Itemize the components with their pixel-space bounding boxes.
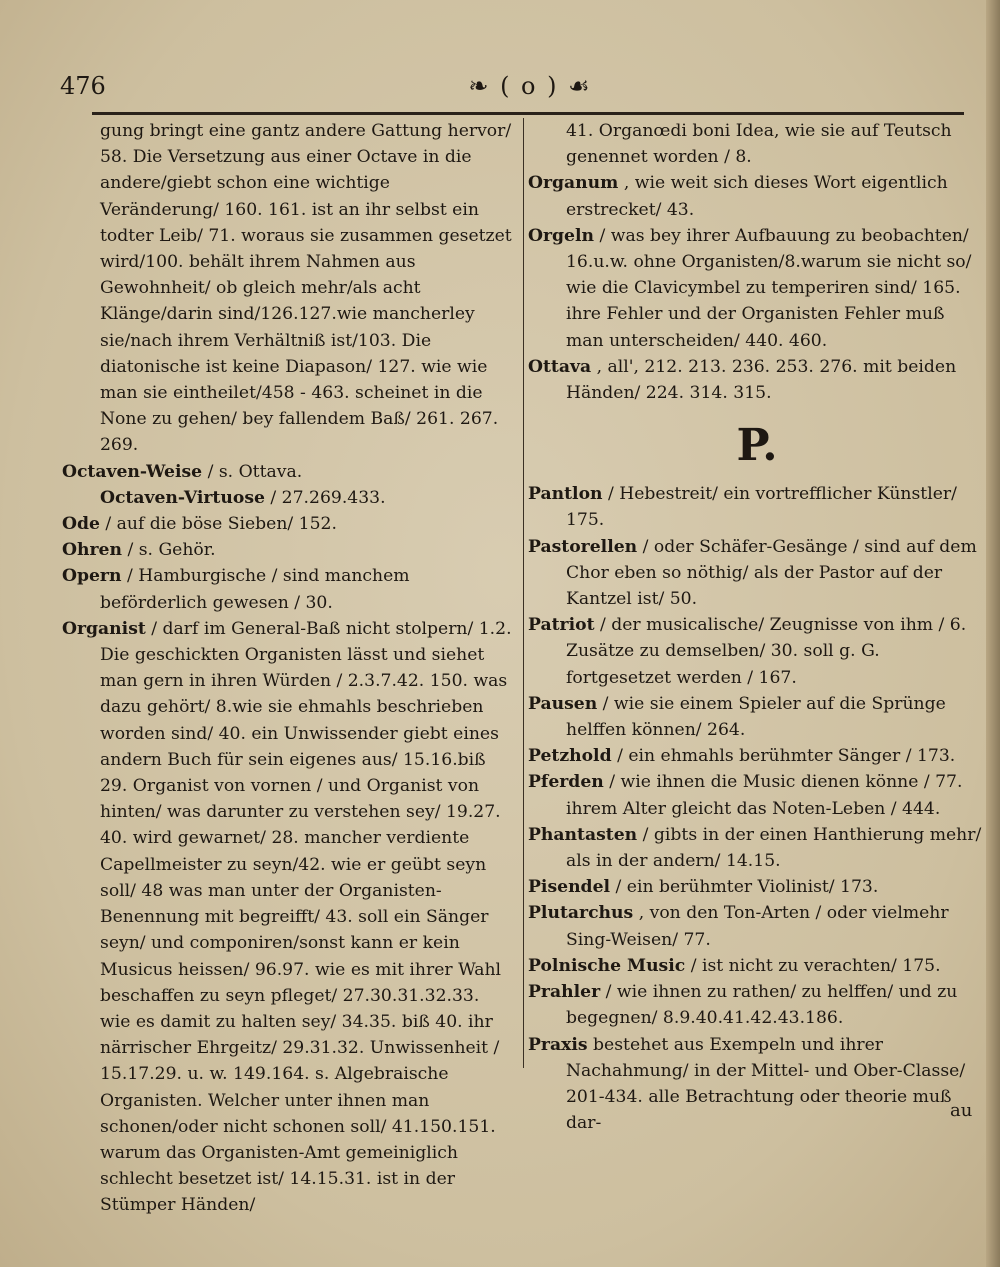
index-entry [528,953,986,979]
right-column [528,118,986,1136]
column-divider [523,118,524,1068]
index-text: / wie ihnen zu rathen/ zu helffen/ und zu begegnen/ 8.9.40.41.42.43.186. [566,982,958,1029]
index-entry [62,485,514,511]
index-headword: Petzhold [528,746,612,767]
index-entry [528,534,986,613]
index-text: 41. Organœdi boni Idea, wie sie auf Teutsch genennet worden / 8. [566,121,952,168]
index-text: / s. Ottava. [207,461,303,482]
index-headword: Patriot [528,615,595,636]
catchword: au [950,1100,973,1121]
index-text: / gibts in der einen Hanthierung mehr/ als in der andern/ 14.15. [566,824,982,872]
index-headword: Prahler [528,982,601,1003]
index-text: / auf die böse Sieben/ 152. [105,514,337,535]
page-number: 476 [60,72,106,100]
index-entry [528,769,986,821]
index-entry [528,822,986,874]
index-text: / wie ihnen die Music dienen könne / 77. ihrem Alter gleicht das Noten-Leben / 444. [566,772,963,819]
index-text: / darf im General-Baß nicht stolpern/ 1.2. Die geschickten Organisten lässt und siehet man gern in ihren Würden / 2.3.7.42. 150. was dazu gehört/ 8.wie sie ehmahls beschrieben worden sind/ 40. ein Unwissender giebt eines andern Buch für sein eigenes aus/ 15.16.biß 29. Organist von vornen / und Organist von hinten/ was darunter zu verstehen sey/ 19.27. 40. wird gewarnet/ 28. mancher verdiente Capellmeister zu seyn/42. wie er geübt seyn soll/ 48 was man unter der Organisten-Benennung mit begreifft/ 43. soll ein Sänger seyn/ und componiren/sonst kann er kein Musicus heissen/ 96.97. wie es mit ihrer Wahl beschaffen zu seyn pfleget/ 27.30.31.32.33. wie es damit zu halten sey/ 34.35. biß 40. ihr närrischer Ehrgeitz/ 29.31.32. Unwissenheit / 15.17.29. u. w. 149.164. s. Algebraische Organisten. Welcher unter ihnen man schonen/oder nicht schonen soll/ 41.150.151. warum das Organisten-Amt gemeiniglich schlecht besetzet ist/ 14.15.31. ist in der Stümper Händen/ [100,618,512,1216]
index-entry [528,874,986,900]
index-entry [528,1032,986,1137]
index-text: , von den Ton-Arten / oder vielmehr Sing-Weisen/ 77. [566,903,949,950]
index-headword: Orgeln [528,225,595,246]
index-entry [62,511,514,537]
index-headword: Praxis [528,1034,588,1055]
index-headword: Polnische Music [528,955,686,976]
index-headword: Ode [62,514,100,535]
index-headword: Pausen [528,693,598,714]
index-text: , all', 212. 213. 236. 253. 276. mit beiden Händen/ 224. 314. 315. [566,356,957,404]
index-entry [528,612,986,691]
index-headword: Pantlon [528,484,603,505]
index-text: / der musicalische/ Zeugnisse von ihm / 6. Zusätze zu demselben/ 30. soll g. G. fortgesetzet werden / 167. [566,615,967,688]
index-text: gung bringt eine gantz andere Gattung hervor/ 58. Die Versetzung aus einer Octave in die andere/giebt schon eine wichtige Veränderung/ 160. 161. ist an ihr selbst ein todter Leib/ 71. woraus sie zusammen gesetzet wird/100. behält ihrem Nahmen aus Gewohnheit/ ob gleich mehr/als acht Klänge/darin sind/126.127.wie mancherley sie/nach ihrem Verhältniß ist/103. Die diatonische ist keine Diapason/ 127. wie wie man sie eintheilet/458 - 463. scheinet in die None zu gehen/ bey fallendem Baß/ 261. 267. 269. [100,121,512,456]
header-rule [92,112,964,115]
section-letter: P. [736,420,778,472]
index-entry [62,563,514,615]
index-headword: Organist [62,618,146,639]
index-text: / wie sie einem Spieler auf die Sprünge helffen können/ 264. [566,693,946,741]
index-headword: Organum [528,173,619,194]
index-headword: Ottava [528,356,592,377]
index-entry [528,481,986,533]
index-headword: Pastorellen [528,536,638,557]
index-text: , wie weit sich dieses Wort eigentlich erstrecket/ 43. [566,173,948,220]
index-entry [62,537,514,563]
index-entry [528,979,986,1031]
index-headword: Plutarchus [528,903,634,924]
index-text: / 27.269.433. [270,487,386,508]
index-text: / ein ehmahls berühmter Sänger / 173. [617,746,956,767]
index-text: bestehet aus Exempeln und ihrer Nachahmung/ in der Mittel- und Ober-Classe/ 201-434. alle Betrachtung oder theorie muß dar- [566,1034,966,1134]
index-text: / ist nicht zu verachten/ 175. [690,955,941,976]
index-headword: Octaven-Weise [62,461,203,482]
index-entry [528,223,986,354]
index-entry [528,691,986,743]
index-entry [62,616,514,1219]
index-text: / Hamburgische / sind manchem beförderlich gewesen / 30. [100,566,410,613]
index-entry [528,354,986,406]
header-ornament: ❧ ( o ) ☙ [468,72,592,100]
index-headword: Phantasten [528,824,638,845]
index-text: / Hebestreit/ ein vortrefflicher Künstler/ 175. [566,484,957,531]
index-entry [528,900,986,952]
index-entry-continuation [62,118,514,459]
index-entry [528,743,986,769]
index-entry [62,459,514,485]
page-edge [986,0,1000,1267]
index-headword: Pisendel [528,877,611,898]
index-headword: Octaven-Virtuose [100,487,265,508]
index-headword: Pferden [528,772,604,793]
index-entry [528,170,986,222]
index-entry-continuation [528,118,986,170]
index-text: / s. Gehör. [127,540,216,561]
running-header [60,72,965,104]
index-text: / ein berühmter Violinist/ 173. [615,877,879,898]
left-column [62,118,514,1219]
index-headword: Ohren [62,540,122,561]
index-headword: Opern [62,566,122,587]
index-text: / was bey ihrer Aufbauung zu beobachten/ 16.u.w. ohne Organisten/8.warum sie nicht so/ wie die Clavicymbel zu temperiren sind/ 165. ihre Fehler und der Organisten Fehler muß man unterscheiden/ 440. 460. [566,225,972,351]
index-text: / oder Schäfer-Gesänge / sind auf dem Chor eben so nöthig/ als der Pastor auf der Kantzel ist/ 50. [566,536,977,610]
